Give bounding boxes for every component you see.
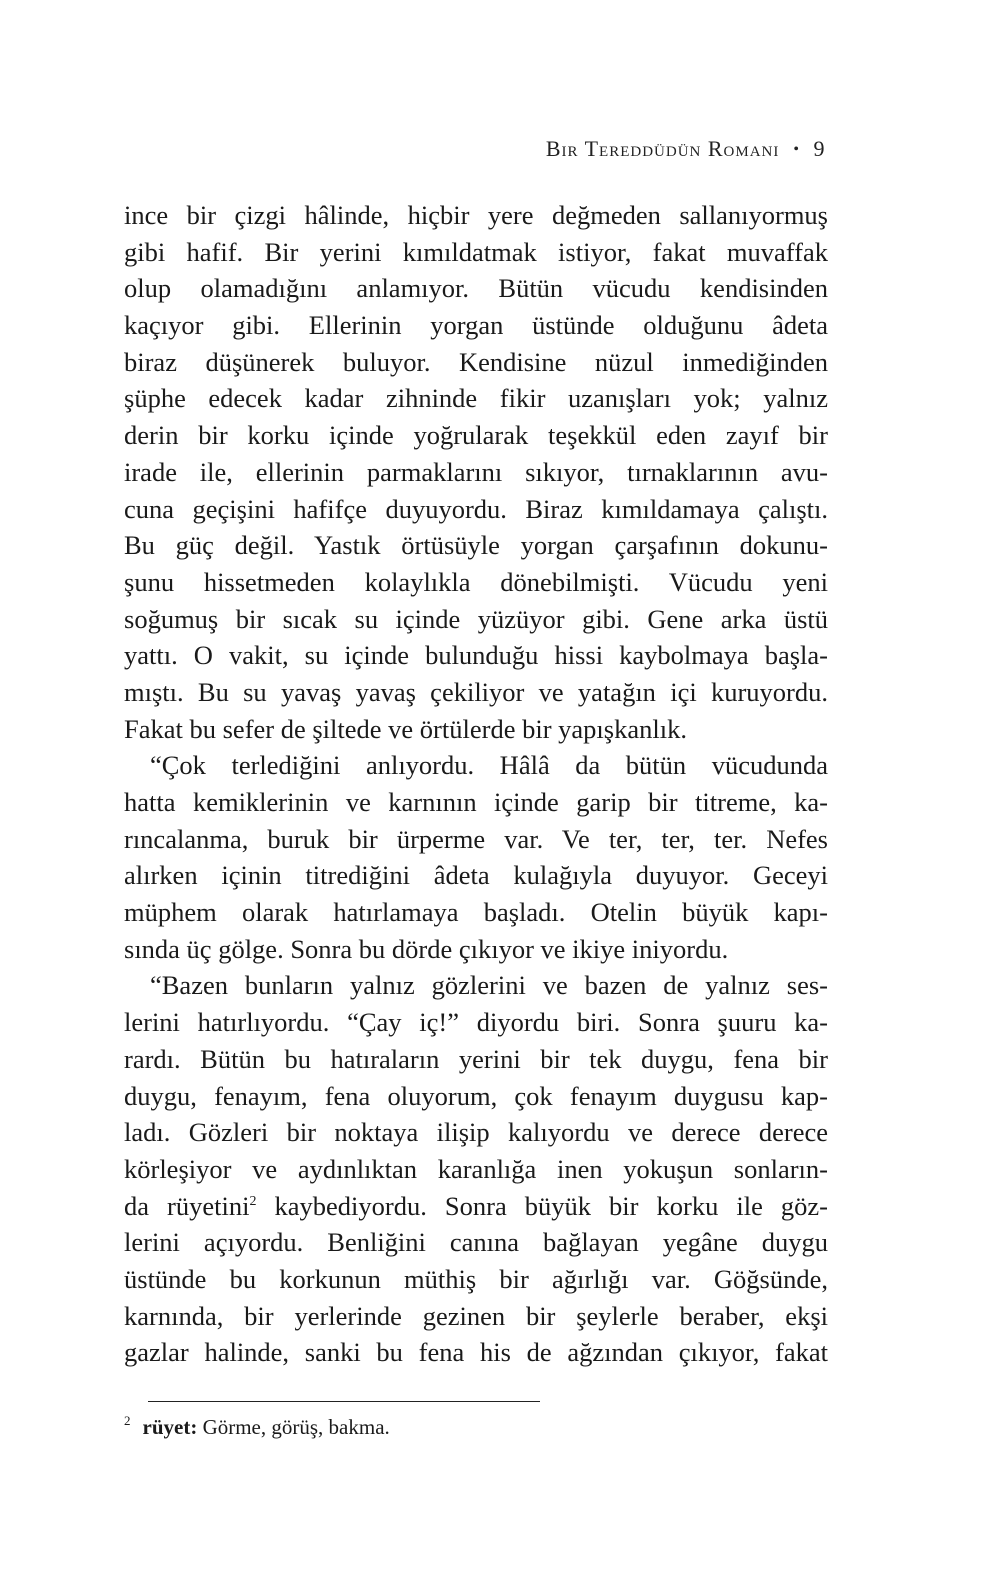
text-line: duygu, fenayım, fena oluyorum, çok fenayım duygusu kap- [124, 1080, 828, 1111]
text-line: kaçıyor gibi. Ellerinin yorgan üstünde olduğunu âdeta [124, 310, 828, 341]
text-line: rardı. Bütün bu hatıraların yerini bir tek duygu, fena bir [124, 1043, 828, 1074]
text-line: hatta kemiklerinin ve karnının içinde garip bir titreme, ka- [124, 787, 828, 817]
text-line: Fakat bu sefer de şiltede ve örtülerde bir yapışkanlık. [124, 713, 687, 744]
text-line: cuna geçişini hafifçe duyuyordu. Biraz kımıldamaya çalıştı. [124, 493, 828, 524]
footnote-definition: Görme, görüş, bakma. [197, 1415, 390, 1439]
paragraph-1 [124, 197, 828, 747]
text-line: sında üç gölge. Sonra bu dörde çıkıyor ve ikiye iniyordu. [124, 933, 729, 964]
text-line: lerini hatırlıyordu. “Çay iç!” diyordu biri. Sonra şuuru ka- [124, 1007, 828, 1038]
text-line: soğumuş bir sıcak su içinde yüzüyor gibi. Gene arka üstü [124, 603, 828, 634]
text-segment: da rüyetini [124, 1190, 250, 1221]
text-line: irade ile, ellerinin parmaklarını sıkıyor, tırnaklarının avu- [124, 456, 828, 487]
text-line: gazlar halinde, sanki bu fena his de ağzından çıkıyor, fakat [124, 1337, 828, 1368]
paragraph-2 [124, 747, 828, 967]
text-line: biraz düşünerek buluyor. Kendisine nüzul inmediğinden [124, 346, 828, 377]
text-line: ince bir çizgi hâlinde, hiçbir yere değmeden sallanıyormuş [124, 200, 828, 230]
text-line: derin bir korku içinde yoğrularak teşekkül eden zayıf bir [124, 420, 828, 451]
text-line: alırken içinin titrediğini âdeta kulağıyla duyuyor. Geceyi [124, 860, 828, 891]
footnote-divider [148, 1401, 540, 1402]
text-line: rıncalanma, buruk bir ürperme var. Ve ter, ter, ter. Nefes [124, 823, 828, 854]
text-segment: kaybediyordu. Sonra büyük bir korku ile göz- [256, 1190, 828, 1221]
text-line: şüphe edecek kadar zihninde fikir uzanışları yok; yalnız [124, 383, 828, 414]
text-line: yattı. O vakit, su içinde bulunduğu hissi kaybolmaya başla- [124, 640, 828, 671]
running-head [546, 136, 825, 162]
text-line: lerini açıyordu. Benliğini canına bağlayan yegâne duygu [124, 1227, 828, 1258]
text-line: Bu güç değil. Yastık örtüsüyle yorgan çarşafının dokunu- [124, 530, 828, 561]
text-line: şunu hissetmeden kolaylıkla dönebilmişti. Vücudu yeni [124, 566, 828, 597]
text-line: ladı. Gözleri bir noktaya ilişip kalıyordu ve derece derece [124, 1117, 828, 1148]
book-title-header: Bir Tereddüdün Romanı [545, 136, 780, 161]
footnote-mark: 2 [124, 1413, 131, 1428]
footnote-reference[interactable]: 2 [249, 1193, 257, 1209]
text-line: “Bazen bunların yalnız gözlerini ve bazen de yalnız ses- [150, 970, 828, 1001]
page-number: 9 [813, 136, 825, 161]
footnote [124, 1413, 390, 1440]
text-line: körleşiyor ve aydınlıktan karanlığa inen yokuşun sonların- [124, 1153, 828, 1184]
text-line-with-footnote [124, 1188, 828, 1225]
text-line: gibi hafif. Bir yerini kımıldatmak istiyor, fakat muvaffak [124, 236, 828, 267]
text-line: mıştı. Bu su yavaş yavaş çekiliyor ve yatağın içi kuruyordu. [124, 676, 828, 707]
header-separator: • [793, 141, 800, 158]
text-line: karnında, bir yerlerinde gezinen bir şeylerle beraber, ekşi [124, 1300, 828, 1331]
body-text [124, 197, 828, 1371]
text-line: müphem olarak hatırlamaya başladı. Otelin büyük kapı- [124, 897, 828, 928]
footnote-term: rüyet: [142, 1415, 198, 1439]
text-line: “Çok terlediğini anlıyordu. Hâlâ da bütün vücudunda [150, 750, 828, 781]
text-line: üstünde bu korkunun müthiş bir ağırlığı var. Göğsünde, [124, 1263, 828, 1294]
paragraph-3 [124, 967, 828, 1371]
text-line: olup olamadığını anlamıyor. Bütün vücudu kendisinden [124, 273, 828, 304]
